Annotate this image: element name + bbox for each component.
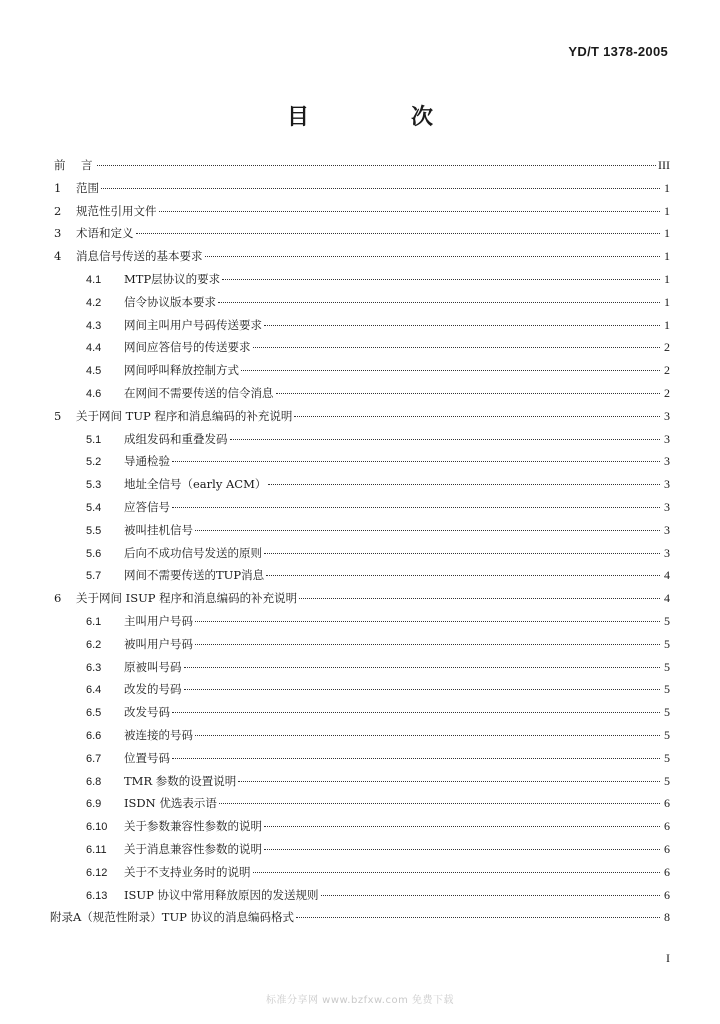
toc-entry-number: 6.7	[86, 752, 102, 765]
toc-entry-number: 2	[54, 203, 62, 218]
toc-entry-page: 4	[664, 591, 670, 606]
toc-entry-number: 5.2	[86, 456, 102, 469]
toc-entry[interactable]	[50, 792, 670, 815]
toc-dot-leader	[218, 302, 660, 303]
toc-dot-leader	[136, 233, 661, 234]
toc-entry-number: 6.2	[86, 638, 102, 651]
toc-entry[interactable]	[50, 838, 670, 861]
toc-entry-page: 3	[664, 408, 670, 423]
toc-dot-leader	[195, 735, 660, 736]
toc-entry[interactable]	[50, 222, 670, 245]
toc-dot-leader	[172, 712, 660, 713]
toc-entry-title: 在网间不需要传送的信令消息	[124, 385, 274, 400]
toc-entry[interactable]	[50, 633, 670, 656]
toc-entry-page: 6	[664, 864, 670, 879]
toc-entry[interactable]	[50, 884, 670, 907]
toc-entry-title: MTP层协议的要求	[124, 271, 221, 286]
toc-entry-number: 6.5	[86, 707, 102, 720]
toc-dot-leader	[159, 211, 661, 212]
toc-entry-title: 术语和定义	[76, 226, 134, 241]
toc-entry[interactable]	[50, 678, 670, 701]
toc-dot-leader	[195, 644, 660, 645]
toc-entry-title: 被连接的号码	[124, 727, 193, 742]
toc-entry[interactable]	[50, 268, 670, 291]
toc-entry-number: 6.9	[86, 798, 102, 811]
toc-dot-leader	[276, 393, 661, 394]
toc-dot-leader	[264, 849, 660, 850]
toc-entry[interactable]	[50, 291, 670, 314]
toc-entry-number: 6.11	[86, 843, 107, 856]
toc-entry[interactable]	[50, 747, 670, 770]
toc-entry[interactable]	[50, 861, 670, 884]
toc-entry-page: 5	[664, 636, 670, 651]
toc-entry-page: 1	[664, 294, 670, 309]
toc-entry-number: 5.3	[86, 479, 102, 492]
toc-entry-number: 6.13	[86, 889, 108, 902]
toc-dot-leader	[219, 803, 660, 804]
toc-entry[interactable]	[50, 245, 670, 268]
toc-entry-title: ISUP 协议中常用释放原因的发送规则	[124, 887, 319, 902]
watermark: 标准分享网 www.bzfxw.com 免费下载	[266, 995, 454, 1006]
toc-entry[interactable]	[50, 656, 670, 679]
page-number: I	[666, 951, 670, 965]
toc-dot-leader	[238, 781, 660, 782]
toc-entry-page: 8	[664, 910, 670, 925]
toc-entry-number: 5.7	[86, 570, 102, 583]
toc-entry[interactable]	[50, 564, 670, 587]
toc-dot-leader	[299, 598, 660, 599]
toc-entry-page: 1	[664, 180, 670, 195]
toc-entry-page: 2	[664, 385, 670, 400]
toc-dot-leader	[172, 758, 660, 759]
toc-entry[interactable]	[50, 906, 670, 929]
toc-dot-leader	[253, 872, 661, 873]
toc-entry-title: 信令协议版本要求	[124, 294, 216, 309]
toc-entry-title: 原被叫号码	[124, 659, 182, 674]
toc-entry-title: 改发的号码	[124, 682, 182, 697]
toc-entry-number: 5.6	[86, 547, 102, 560]
toc-entry[interactable]	[50, 177, 670, 200]
toc-entry-title: 消息信号传送的基本要求	[76, 249, 203, 264]
toc-entry-page: 2	[664, 363, 670, 378]
toc-entry[interactable]	[50, 815, 670, 838]
toc-entry-page: 6	[664, 796, 670, 811]
toc-entry-title: 位置号码	[124, 750, 170, 765]
toc-entry-number: 5.4	[86, 501, 102, 514]
toc-entry-page: 1	[664, 271, 670, 286]
toc-entry[interactable]	[50, 382, 670, 405]
toc-entry-title: 被叫挂机信号	[124, 522, 193, 537]
toc-entry-page: 5	[664, 613, 670, 628]
toc-entry[interactable]	[50, 428, 670, 451]
toc-entry-number: 6.3	[86, 661, 102, 674]
toc-entry[interactable]	[50, 336, 670, 359]
toc-dot-leader	[97, 165, 657, 166]
toc-entry-title: 网间呼叫释放控制方式	[124, 363, 239, 378]
toc-entry-page: 3	[664, 545, 670, 560]
toc-entry-title: 范围	[76, 180, 99, 195]
toc-entry[interactable]	[50, 314, 670, 337]
toc-entry[interactable]	[50, 405, 670, 428]
toc-entry-title: 关于网间 ISUP 程序和消息编码的补充说明	[76, 591, 298, 606]
toc-dot-leader	[205, 256, 661, 257]
toc-entry-title: 应答信号	[124, 499, 170, 514]
toc-dot-leader	[264, 553, 660, 554]
toc-entry[interactable]	[50, 473, 670, 496]
toc-entry-page: 5	[664, 727, 670, 742]
toc-dot-leader	[296, 917, 660, 918]
toc-entry-page: 2	[664, 340, 670, 355]
toc-dot-leader	[266, 575, 660, 576]
toc-dot-leader	[230, 439, 661, 440]
toc-dot-leader	[172, 461, 660, 462]
toc-entry-page: 6	[664, 819, 670, 834]
toc-entry[interactable]	[50, 200, 670, 223]
toc-entry-title: 规范性引用文件	[76, 203, 157, 218]
toc-dot-leader	[195, 621, 660, 622]
toc-entry-title: 网间应答信号的传送要求	[124, 340, 251, 355]
toc-entry-number: 4	[54, 249, 62, 264]
toc-entry-number: 4.4	[86, 342, 102, 355]
toc-entry-number: 6	[54, 591, 62, 606]
toc-entry-page: III	[658, 158, 670, 172]
toc-entry[interactable]	[50, 701, 670, 724]
toc-entry-number: 6.4	[86, 684, 102, 697]
toc-entry-number: 5	[54, 408, 62, 423]
toc-entry[interactable]	[50, 724, 670, 747]
toc-dot-leader	[264, 826, 660, 827]
toc-dot-leader	[184, 667, 661, 668]
toc-dot-leader	[101, 188, 660, 189]
toc-entry-title: 关于不支持业务时的说明	[124, 864, 251, 879]
toc-entry[interactable]	[50, 496, 670, 519]
toc-entry[interactable]	[50, 519, 670, 542]
toc-entry[interactable]	[50, 587, 670, 610]
toc-entry-page: 1	[664, 317, 670, 332]
toc-entry-number: 5.5	[86, 524, 102, 537]
toc-entry-page: 3	[664, 454, 670, 469]
toc-entry-number: 6.6	[86, 729, 102, 742]
toc-entry-number: 4.3	[86, 319, 102, 332]
toc-entry-number: 6.10	[86, 821, 108, 834]
toc-entry-page: 6	[664, 841, 670, 856]
toc-entry-title: 关于消息兼容性参数的说明	[124, 841, 262, 856]
toc-entry-number: 6.12	[86, 866, 108, 879]
toc-entry[interactable]	[50, 450, 670, 473]
toc-entry-page: 5	[664, 659, 670, 674]
toc-dot-leader	[241, 370, 660, 371]
toc-entry-page: 5	[664, 773, 670, 788]
toc-entry-title: 后向不成功信号发送的原则	[124, 545, 262, 560]
toc-entry-page: 5	[664, 682, 670, 697]
toc-dot-leader	[321, 895, 660, 896]
toc-entry-number: 6.1	[86, 615, 102, 628]
page-title: 目 次	[286, 104, 473, 130]
toc-entry-page: 1	[664, 249, 670, 264]
toc-entry[interactable]	[50, 359, 670, 382]
toc-entry-page: 5	[664, 750, 670, 765]
toc-entry-number: 4.5	[86, 365, 102, 378]
toc-dot-leader	[222, 279, 660, 280]
toc-entry-title: 主叫用户号码	[124, 613, 193, 628]
toc-entry[interactable]	[50, 154, 670, 177]
toc-entry-title: 导通检验	[124, 454, 170, 469]
toc-entry[interactable]	[50, 770, 670, 793]
toc-entry-number: 5.1	[86, 433, 102, 446]
toc-dot-leader	[264, 325, 660, 326]
toc-entry-page: 3	[664, 431, 670, 446]
toc-entry-title: ISDN 优选表示语	[124, 796, 217, 811]
toc-entry-title: 网间不需要传送的TUP消息	[124, 568, 265, 583]
standard-code: YD/T 1378-2005	[568, 44, 668, 59]
toc-entry-title: 附录A（规范性附录）TUP 协议的消息编码格式	[50, 910, 295, 925]
toc-entry-title: TMR 参数的设置说明	[124, 773, 237, 788]
toc-dot-leader	[268, 484, 660, 485]
toc-entry[interactable]	[50, 610, 670, 633]
toc-dot-leader	[253, 347, 661, 348]
toc-entry-page: 1	[664, 203, 670, 218]
toc-entry-page: 5	[664, 705, 670, 720]
toc-entry[interactable]	[50, 542, 670, 565]
toc-entry-number: 6.8	[86, 775, 102, 788]
toc-entry-number: 4.2	[86, 296, 102, 309]
toc-entry-page: 1	[664, 226, 670, 241]
toc-entry-title: 地址全信号（early ACM）	[124, 477, 267, 492]
toc-entry-title: 关于网间 TUP 程序和消息编码的补充说明	[76, 408, 293, 423]
toc-entry-number: 4.6	[86, 387, 102, 400]
toc-entry-page: 3	[664, 522, 670, 537]
toc-entry-page: 3	[664, 499, 670, 514]
toc-entry-page: 3	[664, 477, 670, 492]
toc-entry-title: 被叫用户号码	[124, 636, 193, 651]
toc-dot-leader	[184, 689, 661, 690]
toc-entry-title: 前 言	[54, 158, 95, 172]
toc-entry-number: 1	[54, 180, 62, 195]
toc-dot-leader	[195, 530, 660, 531]
table-of-contents	[50, 154, 670, 929]
toc-entry-page: 6	[664, 887, 670, 902]
toc-dot-leader	[294, 416, 660, 417]
toc-entry-number: 3	[54, 226, 62, 241]
toc-entry-title: 网间主叫用户号码传送要求	[124, 317, 262, 332]
toc-entry-title: 成组发码和重叠发码	[124, 431, 228, 446]
toc-entry-number: 4.1	[86, 273, 102, 286]
toc-entry-title: 关于参数兼容性参数的说明	[124, 819, 262, 834]
toc-entry-title: 改发号码	[124, 705, 170, 720]
toc-dot-leader	[172, 507, 660, 508]
toc-entry-page: 4	[664, 568, 670, 583]
